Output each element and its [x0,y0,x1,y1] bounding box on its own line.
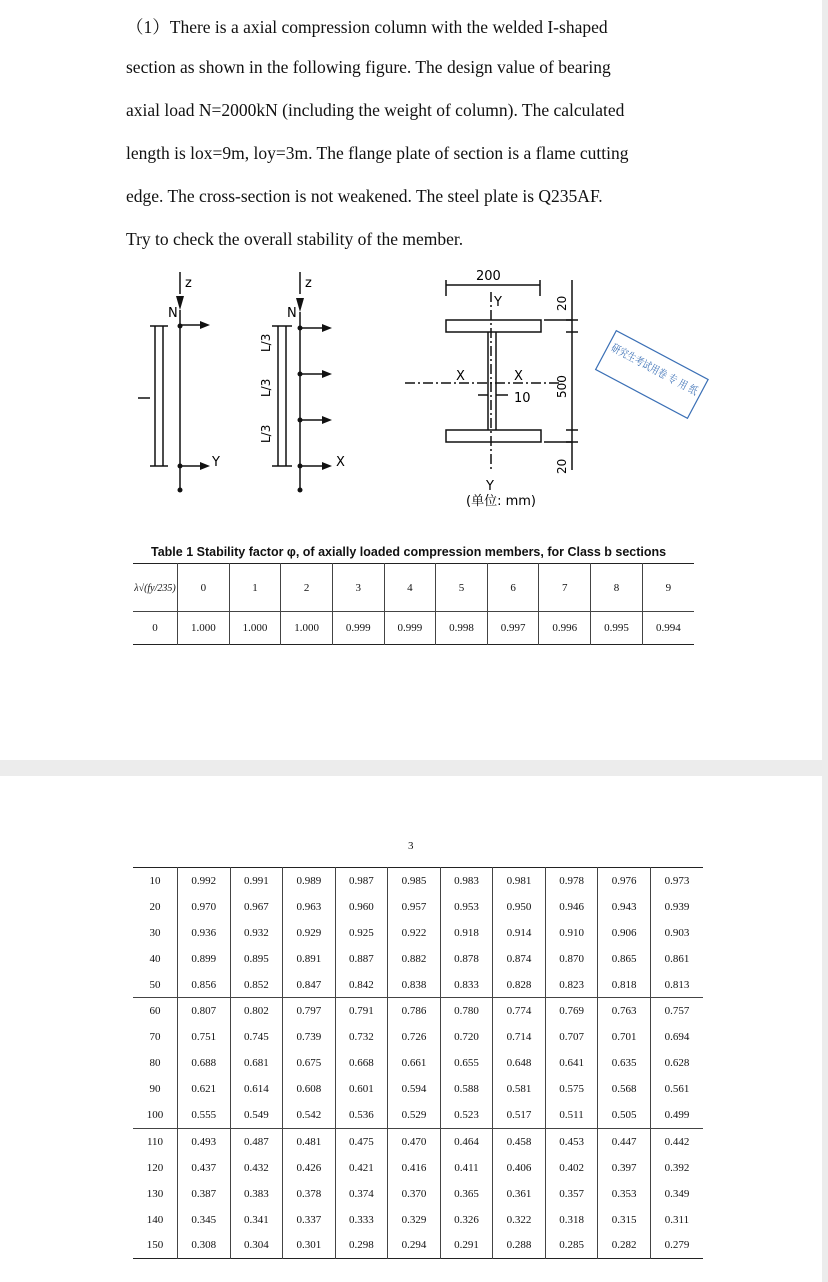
table-cell: 0.987 [335,868,388,894]
table-cell: 0.536 [335,1102,388,1128]
stamp [596,331,722,419]
table-cell: 0.922 [388,920,441,946]
page-number: 3 [408,840,414,852]
table-cell: 0.995 [591,612,643,645]
table-cell: 0.353 [598,1181,651,1207]
table-cell: 0.601 [335,1076,388,1102]
table-cell: 1.000 [178,612,230,645]
table-cell: 0.301 [283,1232,336,1258]
table-cell: 0.279 [664,1239,690,1252]
header-cell: 0 [178,564,230,612]
table-cell: 0.823 [545,972,598,998]
table-row [133,1076,703,1102]
table-cell: 0.357 [545,1181,598,1207]
table-cell: 0.523 [440,1102,493,1128]
section-y-bottom: Y [486,479,494,494]
header-cell: 3 [332,564,384,612]
table-cell: 0.555 [178,1102,231,1128]
row-lambda: 130 [133,1181,178,1207]
table-cell: 0.899 [178,946,231,972]
table-cell: 0.992 [178,868,231,894]
table-cell: 0.726 [388,1024,441,1050]
col1-load-label: N [168,306,178,321]
table-cell: 0.720 [440,1024,493,1050]
table-cell: 0.994 [656,622,681,634]
table-cell: 0.999 [332,612,384,645]
table-row [133,868,703,894]
web-thickness-label: 10 [514,391,531,406]
table-cell: 0.936 [178,920,231,946]
flange-top-label: 20 [555,295,569,311]
table-cell: 0.668 [335,1050,388,1076]
flange-bottom-label: 20 [555,458,569,474]
problem-line: length is lox=9m, loy=3m. The flange plate of section is a flame cutting [126,143,629,163]
table-cell: 0.675 [283,1050,336,1076]
table-cell: 0.329 [388,1207,441,1233]
problem-line: axial load N=2000kN (including the weight of column). The calculated [126,100,625,120]
table-cell: 0.458 [493,1128,546,1154]
table-cell: 0.326 [440,1207,493,1233]
section-x-left: X [456,369,465,384]
table-row [133,1024,703,1050]
table-cell: 0.333 [335,1207,388,1233]
unit-note: (单位: mm) [466,494,536,509]
row-lambda: 80 [133,1050,178,1076]
table-cell: 0.925 [335,920,388,946]
table-cell: 0.714 [493,1024,546,1050]
table-cell: 0.797 [283,998,336,1024]
row-lambda: 150 [133,1232,178,1258]
table-cell: 0.432 [230,1155,283,1181]
table-cell: 0.648 [493,1050,546,1076]
segment-label-mid: L/3 [259,378,273,397]
table-cell: 0.282 [598,1232,651,1258]
table-cell: 0.882 [388,946,441,972]
table-cell: 0.341 [230,1207,283,1233]
web-height-label: 500 [555,375,569,398]
table-cell: 0.769 [545,998,598,1024]
table-cell: 0.774 [493,998,546,1024]
table-cell: 0.985 [388,868,441,894]
table-cell: 0.568 [598,1076,651,1102]
structural-figure [0,0,822,530]
table-cell: 0.943 [598,894,651,920]
table-cell: 0.285 [545,1232,598,1258]
table-cell: 0.661 [388,1050,441,1076]
problem-line: section as shown in the following figure. The design value of bearing [126,57,611,77]
table-cell: 0.481 [283,1128,336,1154]
table-cell: 0.517 [493,1102,546,1128]
stability-table-page1 [133,563,694,645]
table-cell: 0.918 [440,920,493,946]
table-cell: 0.813 [650,972,703,998]
table-cell: 0.688 [178,1050,231,1076]
col1-axis-label: z [185,276,192,291]
table-row [133,1232,703,1258]
table-cell: 0.588 [440,1076,493,1102]
table-cell: 0.447 [598,1128,651,1154]
table-row [133,1050,703,1076]
table-cell: 0.542 [283,1102,336,1128]
table-cell: 0.874 [493,946,546,972]
table-cell: 0.745 [230,1024,283,1050]
table-cell: 1.000 [281,612,333,645]
row-lambda: 140 [133,1207,178,1233]
table-cell: 0.411 [440,1155,493,1181]
table-cell: 0.378 [283,1181,336,1207]
table-cell: 0.981 [493,868,546,894]
table-cell: 0.997 [487,612,539,645]
table-cell: 0.870 [545,946,598,972]
table-cell: 0.807 [178,998,231,1024]
table-cell: 0.878 [440,946,493,972]
table-cell: 0.996 [539,612,591,645]
row-lambda: 40 [133,946,178,972]
table-cell: 0.365 [440,1181,493,1207]
table-cell: 0.953 [440,894,493,920]
table-cell: 0.763 [598,998,651,1024]
row-lambda: 110 [133,1128,178,1154]
table-cell: 0.828 [493,972,546,998]
table-cell: 0.701 [598,1024,651,1050]
table-cell: 0.370 [388,1181,441,1207]
table-row [133,946,703,972]
table-cell: 0.387 [178,1181,231,1207]
row-lambda: 90 [133,1076,178,1102]
table-cell: 0.315 [598,1207,651,1233]
table-cell: 0.950 [493,894,546,920]
segment-label-top: L/3 [259,333,273,352]
row-lambda: 50 [133,972,178,998]
table-cell: 0.421 [335,1155,388,1181]
table-cell: 0.887 [335,946,388,972]
table-cell: 0.960 [335,894,388,920]
table-cell: 0.865 [598,946,651,972]
table-body [133,868,703,1259]
table-cell: 0.608 [283,1076,336,1102]
table-cell: 0.499 [650,1102,703,1128]
table-cell: 0.967 [230,894,283,920]
table-cell: 0.681 [230,1050,283,1076]
row-lambda: 70 [133,1024,178,1050]
table-cell: 0.487 [230,1128,283,1154]
lambda-symbol: λ√(fy/235) [134,582,176,594]
table-cell: 0.970 [178,894,231,920]
table-cell: 0.349 [664,1187,690,1200]
problem-line: Try to check the overall stability of the member. [126,229,464,249]
table-cell: 0.802 [230,998,283,1024]
table-cell: 0.304 [230,1232,283,1258]
table-cell: 0.291 [440,1232,493,1258]
stamp-text: 研究生考试用卷 专 用 纸 [609,341,722,410]
table-cell: 0.383 [230,1181,283,1207]
table-cell: 0.991 [230,868,283,894]
table-cell: 0.437 [178,1155,231,1181]
row-lambda: 120 [133,1155,178,1181]
header-cell: 2 [281,564,333,612]
table-cell: 0.732 [335,1024,388,1050]
table-cell: 0.442 [664,1135,690,1148]
table-cell: 0.337 [283,1207,336,1233]
table-cell: 0.641 [545,1050,598,1076]
table-cell: 0.757 [664,1005,690,1018]
table-caption: Table 1 Stability factor φ, of axially loaded compression members, for Class b sections [151,545,667,559]
table-cell: 0.903 [664,926,690,939]
table-cell: 0.914 [493,920,546,946]
row-lambda: 60 [133,998,178,1024]
table-cell: 0.906 [598,920,651,946]
table-cell: 0.374 [335,1181,388,1207]
table-row [133,972,703,998]
table-cell: 0.978 [545,868,598,894]
table-cell: 0.318 [545,1207,598,1233]
table-row [133,612,694,645]
table-cell: 0.392 [664,1161,690,1174]
table-cell: 0.322 [493,1207,546,1233]
table-cell: 0.294 [388,1232,441,1258]
table-cell: 0.842 [335,972,388,998]
table-cell: 0.910 [545,920,598,946]
table-row [133,1207,703,1233]
table-cell: 0.298 [335,1232,388,1258]
table-cell: 0.932 [230,920,283,946]
table-cell: 0.345 [178,1207,231,1233]
table-row [133,998,703,1024]
table-cell: 0.791 [335,998,388,1024]
table-cell: 0.475 [335,1128,388,1154]
problem-line: （1）There is a axial compression column with the welded I-shaped [126,17,608,37]
header-cell: 4 [384,564,436,612]
table-cell: 0.838 [388,972,441,998]
table-cell: 0.493 [178,1128,231,1154]
header-cell: 7 [539,564,591,612]
header-cell: 1 [229,564,281,612]
table-header-row [133,564,694,612]
table-cell: 0.751 [178,1024,231,1050]
table-cell: 0.426 [283,1155,336,1181]
header-cell: 5 [436,564,488,612]
table-cell: 0.470 [388,1128,441,1154]
section-y-top: Y [494,295,502,310]
section-x-right: X [514,369,523,384]
table-cell: 0.635 [598,1050,651,1076]
table-cell: 0.628 [664,1057,690,1070]
table-cell: 0.311 [664,1213,690,1226]
col2-axis-label: z [305,276,312,291]
segment-label-bottom: L/3 [259,424,273,443]
table-cell: 0.694 [664,1031,690,1044]
table-cell: 0.895 [230,946,283,972]
table-cell: 0.976 [598,868,651,894]
table-row [133,920,703,946]
table-cell: 0.786 [388,998,441,1024]
table-cell: 0.529 [388,1102,441,1128]
table-cell: 0.929 [283,920,336,946]
table-cell: 0.406 [493,1155,546,1181]
row-lambda: 100 [133,1102,178,1128]
table-cell: 0.453 [545,1128,598,1154]
table-cell: 0.308 [178,1232,231,1258]
table-row [133,1102,703,1128]
header-cell: 9 [642,564,694,612]
stability-table-page2 [133,867,703,1259]
row-lambda: 30 [133,920,178,946]
problem-line: edge. The cross-section is not weakened. The steel plate is Q235AF. [126,186,603,206]
table-cell: 0.549 [230,1102,283,1128]
table-cell: 0.416 [388,1155,441,1181]
table-cell: 0.939 [664,900,690,913]
table-cell: 0.594 [388,1076,441,1102]
table-cell: 0.946 [545,894,598,920]
table-row [133,1181,703,1207]
table-cell: 0.402 [545,1155,598,1181]
table-row [133,1128,703,1154]
header-symbol [133,564,178,612]
table-cell: 0.561 [664,1083,690,1096]
table-cell: 0.852 [230,972,283,998]
section-width-label: 200 [476,269,501,284]
table-cell: 0.739 [283,1024,336,1050]
table-cell: 0.780 [440,998,493,1024]
table-cell: 0.288 [493,1232,546,1258]
table-cell: 0.397 [598,1155,651,1181]
header-cell: 8 [591,564,643,612]
col2-side-label: X [336,455,345,470]
col1-side-label: Y [212,455,220,470]
table-cell: 0.957 [388,894,441,920]
table-cell: 0.973 [664,874,690,887]
table-cell: 0.999 [384,612,436,645]
table-cell: 0.361 [493,1181,546,1207]
table-cell: 0.621 [178,1076,231,1102]
table-cell: 0.983 [440,868,493,894]
table-cell: 0.856 [178,972,231,998]
table-cell: 0.575 [545,1076,598,1102]
col2-load-label: N [287,306,297,321]
row-lambda: 20 [133,894,178,920]
table-cell: 0.861 [664,952,690,965]
table-cell: 1.000 [229,612,281,645]
table-cell: 0.614 [230,1076,283,1102]
row-lambda: 10 [133,868,178,894]
table-row [133,1155,703,1181]
row-lambda: 0 [133,612,178,645]
table-cell: 0.707 [545,1024,598,1050]
table-cell: 0.464 [440,1128,493,1154]
table-cell: 0.818 [598,972,651,998]
table-cell: 0.511 [545,1102,598,1128]
table-cell: 0.998 [436,612,488,645]
table-cell: 0.581 [493,1076,546,1102]
table-cell: 0.891 [283,946,336,972]
table-cell: 0.847 [283,972,336,998]
header-cell: 6 [487,564,539,612]
table-cell: 0.505 [598,1102,651,1128]
table-cell: 0.963 [283,894,336,920]
table-cell: 0.989 [283,868,336,894]
table-cell: 0.833 [440,972,493,998]
table-cell: 0.655 [440,1050,493,1076]
table-row [133,894,703,920]
